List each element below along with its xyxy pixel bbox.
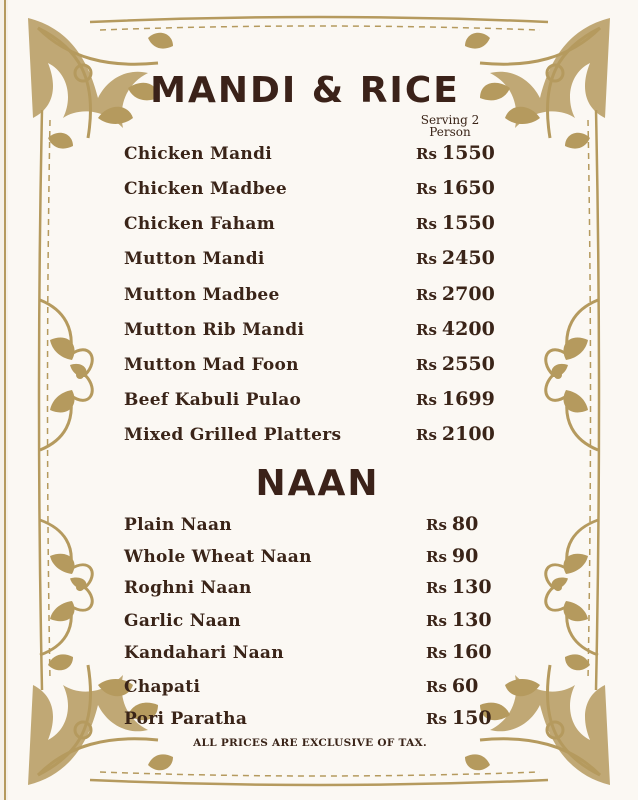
item-name: Kandahari Naan [124,643,284,663]
item-price: Rs 1650 [416,177,495,199]
item-name: Mutton Madbee [124,285,280,305]
item-name: Pori Paratha [124,709,248,729]
item-name: Mixed Grilled Platters [124,425,342,445]
item-price: Rs 90 [426,545,479,567]
tax-note: ALL PRICES ARE EXCLUSIVE OF TAX. [193,737,427,749]
item-price: Rs 1550 [416,142,495,164]
section-title-naan: NAAN [255,463,380,504]
item-name: Chicken Faham [124,214,275,234]
item-name: Chicken Madbee [124,179,288,199]
item-name: Chicken Mandi [124,144,273,164]
item-name: Mutton Mad Foon [124,355,299,375]
item-price: Rs 60 [426,675,479,697]
item-price: Rs 2100 [416,423,495,445]
serving-note: Serving 2 Person [420,113,480,139]
item-price: Rs 2450 [416,247,495,269]
item-name: Whole Wheat Naan [124,547,312,567]
item-name: Mutton Rib Mandi [124,320,305,340]
section-title-mandi-rice: MANDI & RICE [150,70,460,111]
item-name: Plain Naan [124,515,232,535]
item-price: Rs 130 [426,609,492,631]
item-name: Chapati [124,677,201,697]
item-price: Rs 80 [426,513,479,535]
item-price: Rs 160 [426,641,492,663]
item-price: Rs 1550 [416,212,495,234]
item-name: Garlic Naan [124,611,241,631]
item-price: Rs 2700 [416,283,495,305]
item-name: Mutton Mandi [124,249,265,269]
item-price: Rs 1699 [416,388,495,410]
item-price: Rs 130 [426,576,492,598]
item-name: Beef Kabuli Pulao [124,390,302,410]
item-name: Roghni Naan [124,578,252,598]
item-price: Rs 4200 [416,318,495,340]
item-price: Rs 150 [426,707,492,729]
item-price: Rs 2550 [416,353,495,375]
